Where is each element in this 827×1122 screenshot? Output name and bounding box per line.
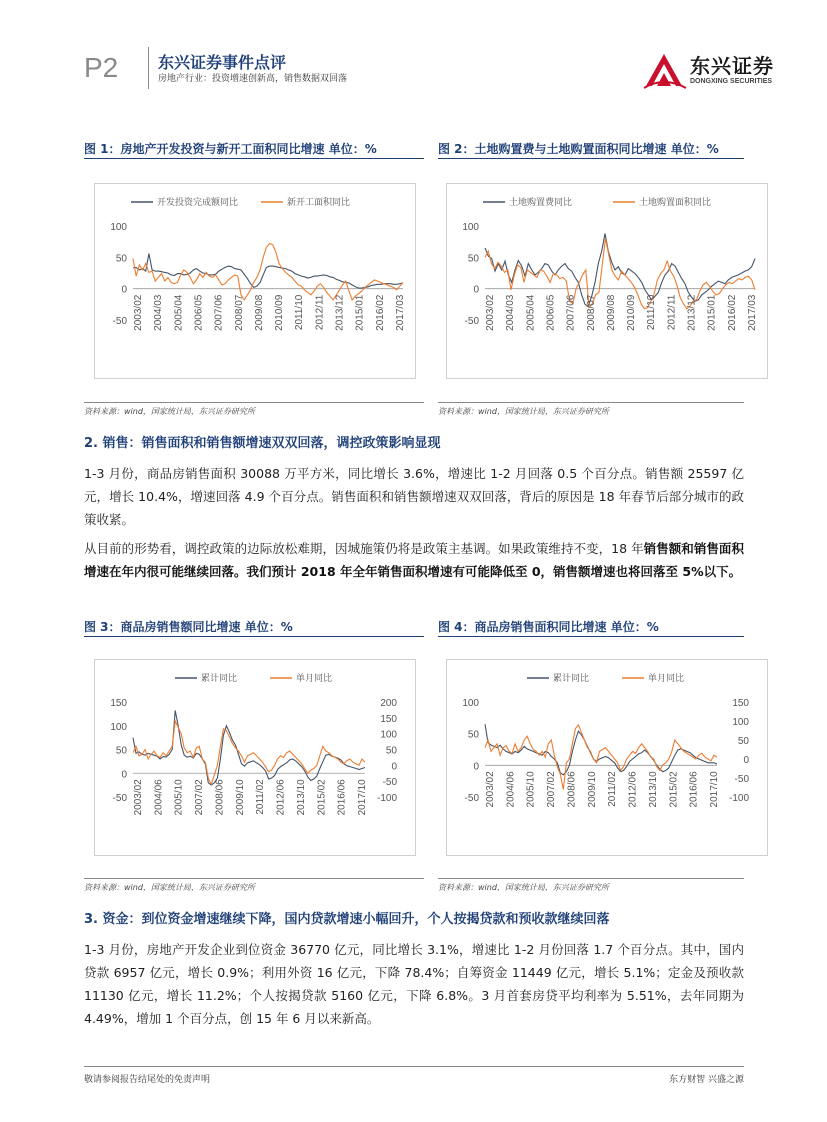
y-tick-label: 0 xyxy=(473,761,479,773)
y-tick-label: 50 xyxy=(467,253,479,265)
x-tick-label: 2015/01 xyxy=(354,294,366,331)
legend-item-1 xyxy=(613,196,711,208)
x-tick-label: 2007/02 xyxy=(194,779,206,816)
y-tick-label: -50 xyxy=(464,316,479,327)
sales-paragraph-1: 1-3 月份，商品房销售面积 30088 万平方米，同比增长 3.6%，增速比 1-2 月回落 0.5 个百分点。销售额 25597 亿元，增长 10.4%，增速回落 4.9 个百分点。销售面积和销售额增速双双回落，背后的原因是 18 年春节后部分城市的政策收紧。 xyxy=(84,466,744,527)
x-tick-label: 2008/06 xyxy=(214,779,226,816)
figure-1-svg xyxy=(95,184,415,378)
figure-4-title: 图 4：商品房销售面积同比增速 单位：% xyxy=(438,620,659,634)
series-line-1 xyxy=(133,721,365,784)
y2-tick-label: -50 xyxy=(734,774,749,785)
report-series-title: 东兴证券事件点评 xyxy=(158,53,287,72)
y-tick-label: 0 xyxy=(121,769,127,781)
x-tick-label: 2005/04 xyxy=(173,294,185,331)
y-tick-label: 100 xyxy=(110,721,127,733)
figure-1-title: 图 1：房地产开发投资与新开工面积同比增速 单位：% xyxy=(84,142,377,156)
x-tick-label: 2009/08 xyxy=(605,294,617,331)
y2-tick-label: 100 xyxy=(380,729,397,741)
logo-subtext: DONGXING SECURITIES xyxy=(690,78,773,85)
x-tick-label: 2006/05 xyxy=(193,294,205,331)
x-tick-label: 2009/08 xyxy=(253,294,265,331)
y-tick-label: 50 xyxy=(115,745,127,757)
footer-rule xyxy=(84,1066,744,1067)
x-tick-label: 2017/10 xyxy=(357,779,368,816)
x-tick-label: 2010/09 xyxy=(626,294,638,331)
x-tick-label: 2013/12 xyxy=(334,294,346,331)
y2-tick-label: 50 xyxy=(737,736,749,747)
x-tick-label: 2005/10 xyxy=(173,779,185,816)
figure-2-source: 资料来源：wind，国家统计局，东兴证券研究所 xyxy=(438,407,609,416)
x-tick-label: 2012/06 xyxy=(275,779,287,816)
legend-label: 开发投资完成额同比 xyxy=(157,198,239,208)
x-tick-label: 2015/02 xyxy=(668,771,680,808)
figure-2-source-rule xyxy=(438,402,744,403)
y2-tick-label: 0 xyxy=(391,761,397,773)
y-tick-label: 50 xyxy=(115,253,127,265)
y2-tick-label: -100 xyxy=(376,793,397,804)
x-tick-label: 2004/06 xyxy=(505,771,517,808)
y2-tick-label: 150 xyxy=(732,698,749,709)
y2-tick-label: -100 xyxy=(728,793,749,804)
x-tick-label: 2016/06 xyxy=(336,779,348,816)
figure-1-chart xyxy=(94,183,416,379)
x-tick-label: 2008/07 xyxy=(233,294,245,331)
x-tick-label: 2007/06 xyxy=(213,294,225,331)
funds-section-heading: 3. 资金：到位资金增速继续下降，国内贷款增速小幅回升，个人按揭贷款和预收款继续回落 xyxy=(84,912,610,927)
figure-1-source-rule xyxy=(84,402,424,403)
x-tick-label: 2011/10 xyxy=(294,294,306,331)
figure-3-title: 图 3：商品房销售额同比增速 单位：% xyxy=(84,620,293,634)
legend-item-0 xyxy=(527,672,589,684)
sales-paragraph-2 xyxy=(84,537,744,583)
x-tick-label: 2003/02 xyxy=(485,294,496,331)
x-tick-label: 2006/05 xyxy=(545,294,557,331)
footer-slogan: 东方财智 兴盛之源 xyxy=(669,1075,744,1085)
x-tick-label: 2017/10 xyxy=(709,771,720,808)
y-tick-label: 0 xyxy=(121,284,127,296)
x-tick-label: 2016/06 xyxy=(688,771,700,808)
x-tick-label: 2015/02 xyxy=(316,779,328,816)
funds-paragraph-1: 1-3 月份，房地产开发企业到位资金 36770 亿元，同比增长 3.1%，增速比 1-2 月份回落 1.7 个百分点。其中，国内贷款 6957 亿元，增长 0.9%；利用外资 16 亿元，下降 78.4%；自筹资金 11449 亿元，增长 5.1%；定金及预收款 11130 亿元，增长 11.2%；个人按揭贷款 5160 亿元，下降 6.8%。3 月首套房贷平均利率为 5.51%，去年同期为 4.49%，增加 1 个百分点，创 15 年 6 月以来新高。 xyxy=(84,942,744,1026)
report-subtitle: 房地产行业：投资增速创新高，销售数据双回落 xyxy=(158,74,348,84)
series-line-1 xyxy=(133,244,403,300)
figure-2-title: 图 2：土地购置费与土地购置面积同比增速 单位：% xyxy=(438,142,719,156)
figure-4-chart xyxy=(446,659,768,856)
x-tick-label: 2017/03 xyxy=(395,294,406,331)
x-tick-label: 2011/10 xyxy=(646,294,658,331)
x-tick-label: 2015/01 xyxy=(706,294,718,331)
y-tick-label: 100 xyxy=(462,698,479,709)
legend-label: 单月同比 xyxy=(648,674,685,684)
x-tick-label: 2012/06 xyxy=(627,771,639,808)
x-tick-label: 2004/03 xyxy=(153,294,165,331)
x-tick-label: 2011/02 xyxy=(607,771,619,807)
x-tick-label: 2013/12 xyxy=(686,294,698,331)
x-tick-label: 2007/06 xyxy=(565,294,577,331)
legend-label: 土地购置费同比 xyxy=(509,198,573,208)
y2-tick-label: 50 xyxy=(385,745,397,757)
legend-label: 累计同比 xyxy=(201,674,238,684)
y-tick-label: -50 xyxy=(112,793,127,804)
y2-tick-label: 100 xyxy=(732,717,749,728)
x-tick-label: 2008/07 xyxy=(585,294,597,331)
figure-3-source: 资料来源：wind，国家统计局，东兴证券研究所 xyxy=(84,883,255,892)
figure-4-rule xyxy=(438,636,744,637)
figure-4-source-rule xyxy=(438,878,744,879)
page-number: P2 xyxy=(84,52,119,83)
x-tick-label: 2003/02 xyxy=(133,779,144,816)
figure-3-rule xyxy=(84,636,424,637)
x-tick-label: 2004/06 xyxy=(153,779,165,816)
y2-tick-label: 0 xyxy=(743,755,749,766)
x-tick-label: 2004/03 xyxy=(505,294,517,331)
logo-text: 东兴证券 xyxy=(690,54,774,78)
figure-3-source-rule xyxy=(84,878,424,879)
x-tick-label: 2013/10 xyxy=(295,779,307,816)
legend-item-0 xyxy=(175,672,237,684)
series-line-1 xyxy=(485,725,717,790)
x-tick-label: 2016/02 xyxy=(726,294,738,331)
x-tick-label: 2013/10 xyxy=(647,771,659,808)
x-tick-label: 2011/02 xyxy=(255,779,267,815)
figure-2-svg xyxy=(447,184,767,378)
legend-item-0 xyxy=(483,196,572,208)
legend-label: 土地购置面积同比 xyxy=(639,198,712,208)
legend-label: 新开工面积同比 xyxy=(287,198,351,208)
figure-3-svg xyxy=(95,660,415,855)
legend-item-1 xyxy=(622,672,684,684)
x-tick-label: 2016/02 xyxy=(374,294,386,331)
figure-4-source: 资料来源：wind，国家统计局，东兴证券研究所 xyxy=(438,883,609,892)
figure-2-chart xyxy=(446,183,768,379)
y2-tick-label: -50 xyxy=(382,777,397,789)
x-tick-label: 2012/11 xyxy=(666,294,678,331)
x-tick-label: 2003/02 xyxy=(485,771,496,808)
figure-1-rule xyxy=(84,158,424,159)
legend-item-0 xyxy=(131,196,238,208)
x-tick-label: 2012/11 xyxy=(314,294,326,331)
x-tick-label: 2009/10 xyxy=(586,771,598,808)
y-tick-label: 100 xyxy=(462,222,479,233)
x-tick-label: 2008/06 xyxy=(566,771,578,808)
y-tick-label: 0 xyxy=(473,284,479,296)
legend-label: 累计同比 xyxy=(553,674,590,684)
figure-1-source: 资料来源：wind，国家统计局，东兴证券研究所 xyxy=(84,407,255,416)
y-tick-label: 100 xyxy=(110,222,127,233)
header-divider xyxy=(148,47,149,89)
y-tick-label: 150 xyxy=(110,698,127,709)
legend-item-1 xyxy=(270,672,332,684)
x-tick-label: 2017/03 xyxy=(747,294,758,331)
x-tick-label: 2003/02 xyxy=(133,294,144,331)
y2-tick-label: 150 xyxy=(380,713,397,725)
x-tick-label: 2005/04 xyxy=(525,294,537,331)
legend-label: 单月同比 xyxy=(296,674,333,684)
figure-2-rule xyxy=(438,158,744,159)
figure-4-svg xyxy=(447,660,767,855)
x-tick-label: 2007/02 xyxy=(546,771,558,808)
sales-paragraph-2-text: 从目前的形势看，调控政策的边际放松难期，因城施策仍将是政策主基调。如果政策维持不变，18 年 xyxy=(84,541,644,556)
series-line-0 xyxy=(133,711,365,786)
y-tick-label: -50 xyxy=(112,316,127,327)
sales-section-heading: 2. 销售：销售面积和销售额增速双双回落，调控政策影响显现 xyxy=(84,436,441,451)
footer-disclaimer: 敬请参阅报告结尾处的免责声明 xyxy=(84,1075,211,1085)
legend-item-1 xyxy=(261,196,350,208)
y2-tick-label: 200 xyxy=(380,698,397,709)
figure-3-chart xyxy=(94,659,416,856)
x-tick-label: 2010/09 xyxy=(274,294,286,331)
sales-paragraph-2-emphasis: 销售额和销售面积增速在年内很可能继续回落。我们预计 2018 年全年销售面积增速有可能降低至 0，销售额增速也将回落至 5%以下。 xyxy=(84,541,744,579)
x-tick-label: 2009/10 xyxy=(234,779,246,816)
y-tick-label: -50 xyxy=(464,793,479,804)
x-tick-label: 2005/10 xyxy=(525,771,537,808)
y-tick-label: 50 xyxy=(467,729,479,741)
